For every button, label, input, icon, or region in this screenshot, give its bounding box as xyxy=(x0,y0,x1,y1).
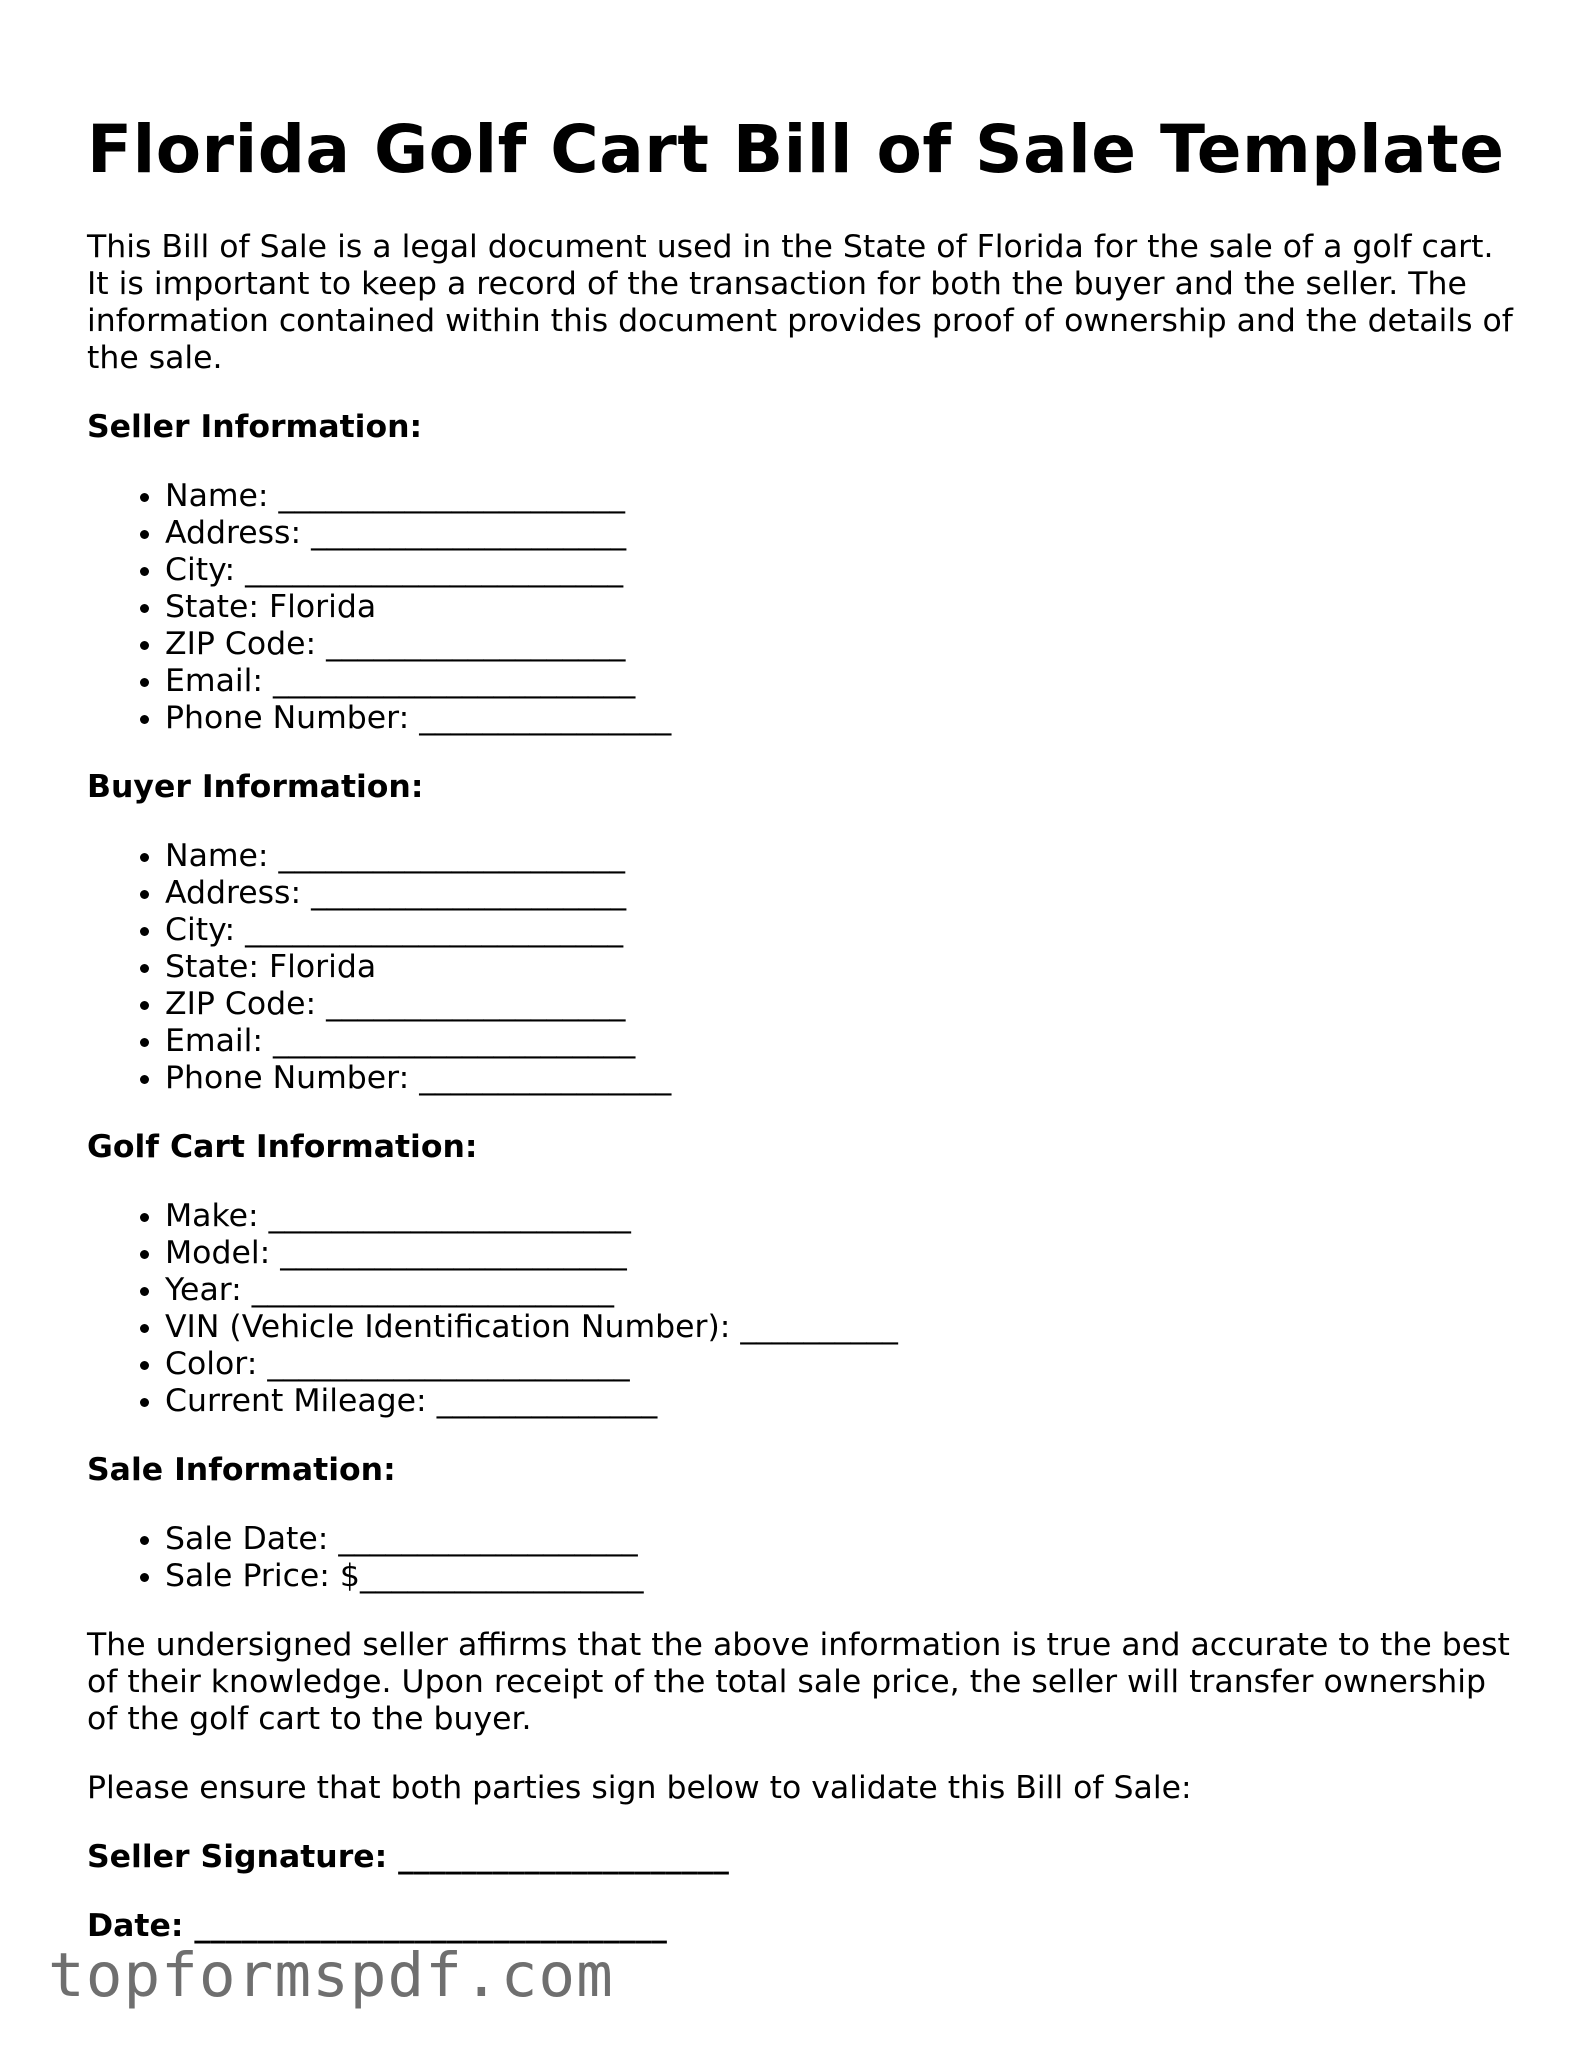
buyer-city-field: • City: ________________________ xyxy=(165,912,1517,949)
seller-section-heading: Seller Information: xyxy=(87,409,423,446)
buyer-section-heading: Buyer Information: xyxy=(87,769,424,806)
intro-paragraph: This Bill of Sale is a legal document used in the State of Florida for the sale of a golf cart. It is important to keep a record of the transaction for both the buyer and the seller. The information contained within this document provides proof of ownership and the details of the sale. xyxy=(87,229,1513,377)
buyer-phone-field: • Phone Number: ________________ xyxy=(165,1060,1517,1097)
seller-email-field: • Email: _______________________ xyxy=(165,663,1517,700)
site-watermark: topformspdf.com xyxy=(48,1940,614,2011)
cart-fields-list xyxy=(87,1198,1517,1420)
seller-state-field: • State: Florida xyxy=(165,589,1517,626)
cart-color-field: • Color: _______________________ xyxy=(165,1346,1517,1383)
affirmation-paragraph: The undersigned seller affirms that the above information is true and accurate to the best of their knowledge. Upon receipt of the total sale price, the seller will transfer ownership of the golf cart to the buyer. xyxy=(87,1627,1510,1738)
sale-price-field: • Sale Price: $__________________ xyxy=(165,1558,1517,1595)
seller-address-field: • Address: ____________________ xyxy=(165,515,1517,552)
buyer-address-field: • Address: ____________________ xyxy=(165,875,1517,912)
buyer-fields-list xyxy=(87,838,1517,1097)
buyer-name-field: • Name: ______________________ xyxy=(165,838,1517,875)
seller-city-field: • City: ________________________ xyxy=(165,552,1517,589)
buyer-zip-field: • ZIP Code: ___________________ xyxy=(165,986,1517,1023)
seller-name-field: • Name: ______________________ xyxy=(165,478,1517,515)
seller-signature-line: Seller Signature: _____________________ xyxy=(87,1839,729,1876)
cart-make-field: • Make: _______________________ xyxy=(165,1198,1517,1235)
document-page xyxy=(87,100,1517,1977)
seller-fields-list xyxy=(87,478,1517,737)
cart-year-field: • Year: _______________________ xyxy=(165,1272,1517,1309)
signing-instruction: Please ensure that both parties sign below to validate this Bill of Sale: xyxy=(87,1770,1192,1807)
seller-phone-field: • Phone Number: ________________ xyxy=(165,700,1517,737)
cart-vin-field: • VIN (Vehicle Identification Number): __________ xyxy=(165,1309,1517,1346)
cart-section-heading: Golf Cart Information: xyxy=(87,1129,478,1166)
seller-zip-field: • ZIP Code: ___________________ xyxy=(165,626,1517,663)
sale-fields-list xyxy=(87,1521,1517,1595)
signature-date-line: Date: ______________________________ xyxy=(87,1908,667,1945)
cart-model-field: • Model: ______________________ xyxy=(165,1235,1517,1272)
page-title: Florida Golf Cart Bill of Sale Template xyxy=(87,111,1505,188)
cart-mileage-field: • Current Mileage: ______________ xyxy=(165,1383,1517,1420)
sale-section-heading: Sale Information: xyxy=(87,1452,396,1489)
sale-date-field: • Sale Date: ___________________ xyxy=(165,1521,1517,1558)
buyer-email-field: • Email: _______________________ xyxy=(165,1023,1517,1060)
buyer-state-field: • State: Florida xyxy=(165,949,1517,986)
